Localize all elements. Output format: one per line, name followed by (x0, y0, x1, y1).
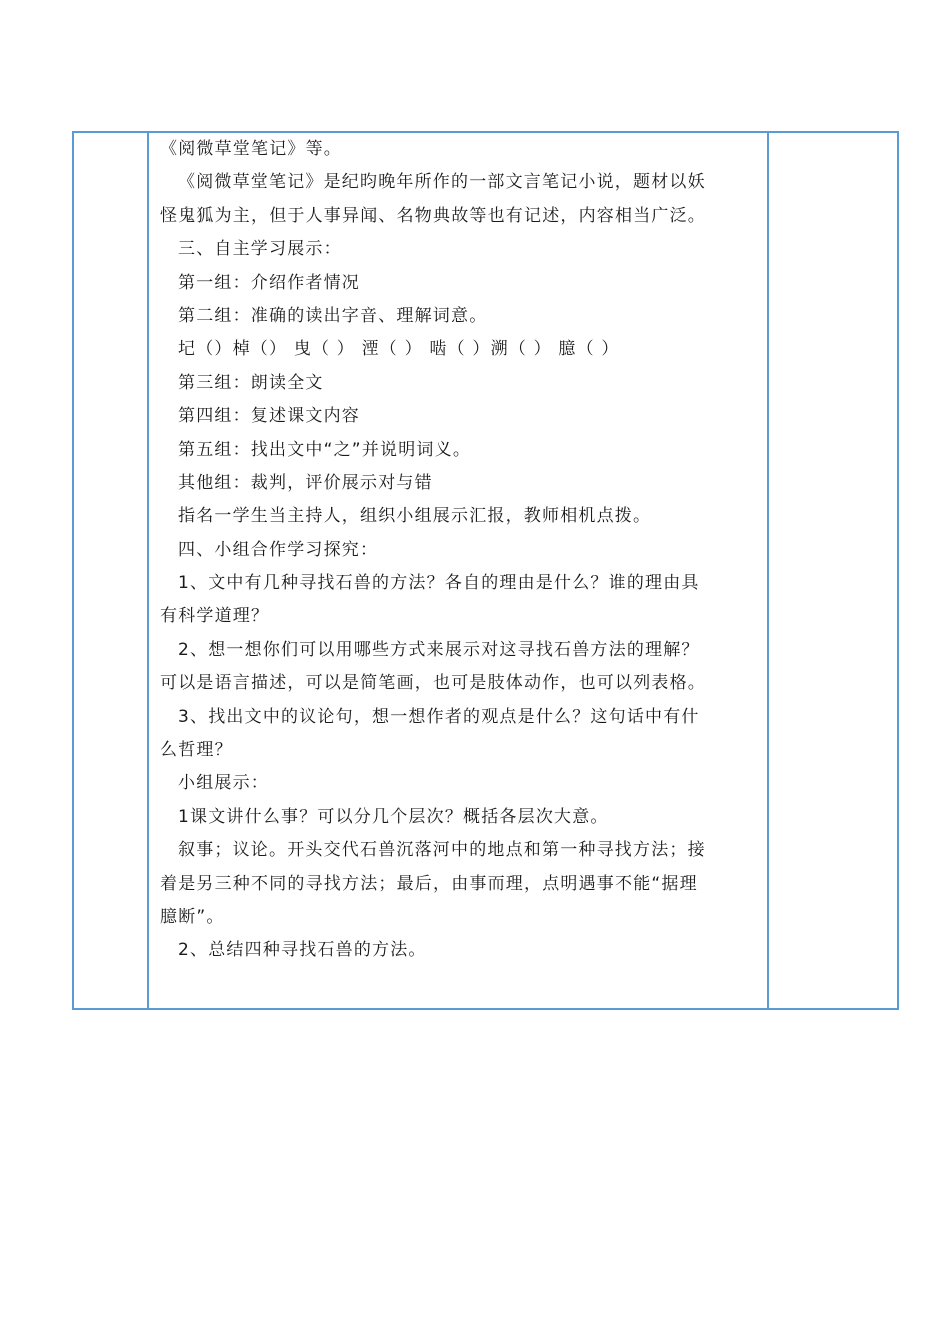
text-line: 么哲理？ (160, 740, 233, 761)
text-line: 着是另三种不同的寻找方法；最后，由事而理，点明遇事不能“据理 (160, 873, 698, 894)
question-item: 1、文中有几种寻找石兽的方法？各自的理由是什么？谁的理由具 (178, 573, 700, 594)
lesson-table (72, 131, 899, 1010)
left-column-divider (147, 133, 149, 1008)
text-line: 叙事；议论。开头交代石兽沉落河中的地点和第一种寻找方法；接 (178, 840, 706, 861)
group-item: 第五组：找出文中“之”并说明词义。 (178, 439, 472, 460)
lesson-content-cell (160, 133, 764, 968)
section-heading: 三、自主学习展示： (178, 239, 342, 260)
text-line: 指名一学生当主持人，组织小组展示汇报，教师相机点拨。 (178, 506, 652, 527)
text-line: 可以是语言描述，可以是简笔画，也可是肢体动作，也可以列表格。 (160, 673, 706, 694)
right-column-divider (767, 133, 769, 1008)
group-item: 第二组：准确的读出字音、理解词意。 (178, 305, 488, 326)
answer-item: 2、总结四种寻找石兽的方法。 (178, 940, 427, 961)
text-line: 《阅微草堂笔记》是纪昀晚年所作的一部文言笔记小说，题材以妖 (178, 172, 706, 193)
group-item: 第一组：介绍作者情况 (178, 272, 360, 293)
question-item: 3、找出文中的议论句，想一想作者的观点是什么？这句话中有什 (178, 706, 700, 727)
section-heading: 小组展示： (178, 773, 269, 794)
text-line: 臆断”。 (160, 906, 225, 927)
question-item: 2、想一想你们可以用哪些方式来展示对这寻找石兽方法的理解？ (178, 639, 700, 660)
group-item: 第三组：朗读全文 (178, 372, 324, 393)
group-item: 第四组：复述课文内容 (178, 406, 360, 427)
group-item: 其他组：裁判，评价展示对与错 (178, 472, 433, 493)
text-line: 《阅微草堂笔记》等。 (160, 139, 342, 159)
text-line: 有科学道理？ (160, 606, 270, 627)
section-heading: 四、小组合作学习探究： (178, 539, 379, 560)
text-line: 怪鬼狐为主，但于人事异闻、名物典故等也有记述，内容相当广泛。 (160, 205, 706, 226)
answer-item: 1课文讲什么事？可以分几个层次？概括各层次大意。 (178, 806, 609, 827)
pronunciation-exercise: 圮（）棹（） 曳（ ） 湮（ ） 啮（ ）溯（ ） 臆（ ） (178, 339, 620, 360)
